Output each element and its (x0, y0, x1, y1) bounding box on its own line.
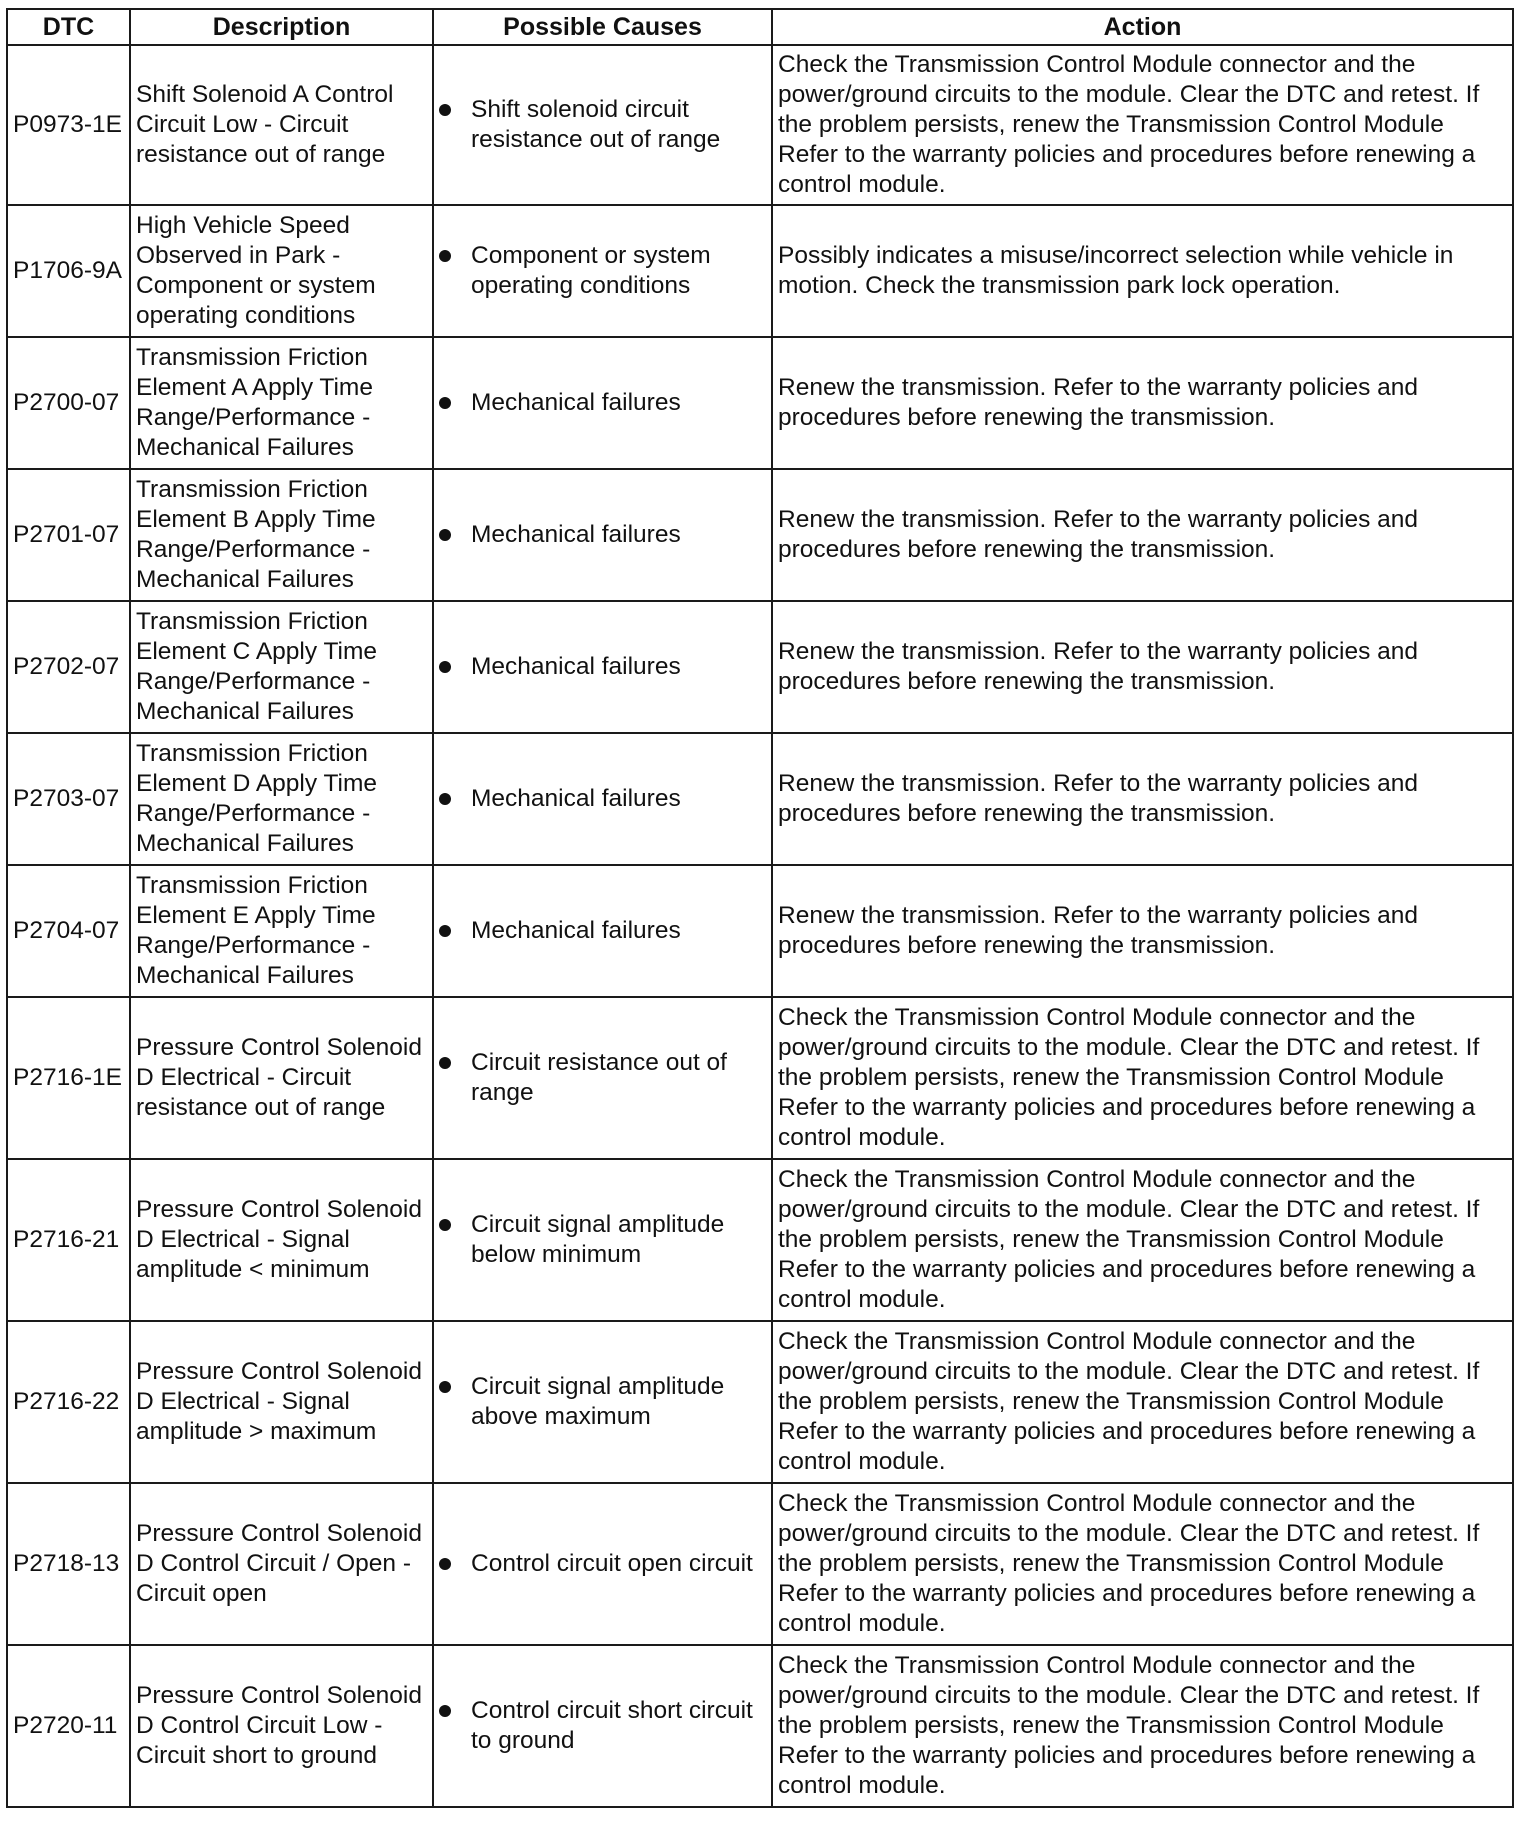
possible-cause-item (439, 652, 766, 682)
possible-cause-item (439, 1696, 766, 1756)
possible-cause-item (439, 916, 766, 946)
bullet-icon (439, 1219, 451, 1231)
possible-cause-text: Component or system operating conditions (471, 242, 711, 299)
possible-cause-cell (433, 469, 772, 601)
possible-cause-item (439, 1048, 766, 1108)
possible-cause-item (439, 95, 766, 155)
dtc-description: Transmission Friction Element C Apply Time Range/Performance - Mechanical Failures (130, 601, 433, 733)
action-text: Renew the transmission. Refer to the warranty policies and procedures before renewing the transmission. (772, 865, 1513, 997)
table-row (7, 601, 1513, 733)
bullet-icon (439, 250, 451, 262)
possible-cause-text: Circuit signal amplitude above maximum (471, 1373, 725, 1430)
possible-cause-cell (433, 45, 772, 205)
possible-cause-cell (433, 601, 772, 733)
possible-cause-cell (433, 865, 772, 997)
dtc-description: Pressure Control Solenoid D Electrical - Circuit resistance out of range (130, 997, 433, 1159)
possible-cause-cell (433, 733, 772, 865)
dtc-description: Transmission Friction Element E Apply Time Range/Performance - Mechanical Failures (130, 865, 433, 997)
action-text: Check the Transmission Control Module connector and the power/ground circuits to the module. Clear the DTC and retest. If the problem persists, renew the Transmission Control Module Refer to the warranty policies and procedures before renewing a control module. (772, 1159, 1513, 1321)
possible-cause-text: Circuit signal amplitude below minimum (471, 1211, 725, 1268)
dtc-code: P0973-1E (7, 45, 130, 205)
action-text: Renew the transmission. Refer to the warranty policies and procedures before renewing the transmission. (772, 337, 1513, 469)
dtc-code: P2720-11 (7, 1645, 130, 1807)
table-row (7, 865, 1513, 997)
bullet-icon (439, 1558, 451, 1570)
action-text: Check the Transmission Control Module connector and the power/ground circuits to the module. Clear the DTC and retest. If the problem persists, renew the Transmission Control Module Refer to the warranty policies and procedures before renewing a control module. (772, 1483, 1513, 1645)
possible-cause-item (439, 784, 766, 814)
possible-cause-text: Control circuit short circuit to ground (471, 1697, 753, 1754)
action-text: Renew the transmission. Refer to the warranty policies and procedures before renewing the transmission. (772, 469, 1513, 601)
table-row (7, 1645, 1513, 1807)
possible-cause-cell (433, 1159, 772, 1321)
dtc-code: P2718-13 (7, 1483, 130, 1645)
possible-cause-item (439, 241, 766, 301)
action-text: Renew the transmission. Refer to the warranty policies and procedures before renewing the transmission. (772, 601, 1513, 733)
bullet-icon (439, 1381, 451, 1393)
bullet-icon (439, 1705, 451, 1717)
table-row (7, 45, 1513, 205)
table-row (7, 205, 1513, 337)
dtc-code: P2716-21 (7, 1159, 130, 1321)
possible-cause-cell (433, 1483, 772, 1645)
dtc-table (6, 8, 1514, 1808)
dtc-description: High Vehicle Speed Observed in Park - Component or system operating conditions (130, 205, 433, 337)
dtc-code: P2716-1E (7, 997, 130, 1159)
dtc-description: Pressure Control Solenoid D Control Circuit Low - Circuit short to ground (130, 1645, 433, 1807)
dtc-code: P2703-07 (7, 733, 130, 865)
dtc-description: Transmission Friction Element B Apply Time Range/Performance - Mechanical Failures (130, 469, 433, 601)
table-row (7, 733, 1513, 865)
dtc-code: P2716-22 (7, 1321, 130, 1483)
dtc-description: Pressure Control Solenoid D Electrical - Signal amplitude > maximum (130, 1321, 433, 1483)
dtc-code: P1706-9A (7, 205, 130, 337)
bullet-icon (439, 104, 451, 116)
possible-cause-text: Mechanical failures (471, 389, 681, 416)
table-row (7, 1483, 1513, 1645)
possible-cause-cell (433, 1645, 772, 1807)
possible-cause-item (439, 1210, 766, 1270)
possible-cause-cell (433, 997, 772, 1159)
action-text: Possibly indicates a misuse/incorrect selection while vehicle in motion. Check the transmission park lock operation. (772, 205, 1513, 337)
dtc-description: Pressure Control Solenoid D Control Circuit / Open - Circuit open (130, 1483, 433, 1645)
dtc-code: P2704-07 (7, 865, 130, 997)
possible-cause-text: Mechanical failures (471, 785, 681, 812)
header-possible-causes: Possible Causes (433, 9, 772, 45)
possible-cause-cell (433, 1321, 772, 1483)
possible-cause-text: Mechanical failures (471, 917, 681, 944)
action-text: Check the Transmission Control Module connector and the power/ground circuits to the module. Clear the DTC and retest. If the problem persists, renew the Transmission Control Module Refer to the warranty policies and procedures before renewing a control module. (772, 1321, 1513, 1483)
dtc-description: Shift Solenoid A Control Circuit Low - Circuit resistance out of range (130, 45, 433, 205)
bullet-icon (439, 397, 451, 409)
possible-cause-cell (433, 337, 772, 469)
possible-cause-text: Circuit resistance out of range (471, 1049, 727, 1106)
possible-cause-item (439, 520, 766, 550)
dtc-code: P2701-07 (7, 469, 130, 601)
bullet-icon (439, 661, 451, 673)
dtc-table-container (6, 8, 1512, 1818)
possible-cause-cell (433, 205, 772, 337)
bullet-icon (439, 925, 451, 937)
possible-cause-text: Control circuit open circuit (471, 1550, 753, 1577)
dtc-description: Transmission Friction Element D Apply Time Range/Performance - Mechanical Failures (130, 733, 433, 865)
dtc-description: Transmission Friction Element A Apply Time Range/Performance - Mechanical Failures (130, 337, 433, 469)
possible-cause-item (439, 388, 766, 418)
header-dtc: DTC (7, 9, 130, 45)
dtc-code: P2702-07 (7, 601, 130, 733)
header-row (7, 9, 1513, 45)
header-description: Description (130, 9, 433, 45)
possible-cause-item (439, 1549, 766, 1579)
action-text: Check the Transmission Control Module connector and the power/ground circuits to the module. Clear the DTC and retest. If the problem persists, renew the Transmission Control Module Refer to the warranty policies and procedures before renewing a control module. (772, 45, 1513, 205)
bullet-icon (439, 529, 451, 541)
header-action: Action (772, 9, 1513, 45)
action-text: Check the Transmission Control Module connector and the power/ground circuits to the module. Clear the DTC and retest. If the problem persists, renew the Transmission Control Module Refer to the warranty policies and procedures before renewing a control module. (772, 1645, 1513, 1807)
table-row (7, 337, 1513, 469)
table-row (7, 1159, 1513, 1321)
table-row (7, 469, 1513, 601)
table-row (7, 997, 1513, 1159)
possible-cause-item (439, 1372, 766, 1432)
action-text: Renew the transmission. Refer to the warranty policies and procedures before renewing the transmission. (772, 733, 1513, 865)
table-row (7, 1321, 1513, 1483)
bullet-icon (439, 793, 451, 805)
bullet-icon (439, 1057, 451, 1069)
dtc-description: Pressure Control Solenoid D Electrical - Signal amplitude < minimum (130, 1159, 433, 1321)
possible-cause-text: Mechanical failures (471, 521, 681, 548)
action-text: Check the Transmission Control Module connector and the power/ground circuits to the module. Clear the DTC and retest. If the problem persists, renew the Transmission Control Module Refer to the warranty policies and procedures before renewing a control module. (772, 997, 1513, 1159)
possible-cause-text: Mechanical failures (471, 653, 681, 680)
dtc-code: P2700-07 (7, 337, 130, 469)
possible-cause-text: Shift solenoid circuit resistance out of range (471, 96, 721, 153)
